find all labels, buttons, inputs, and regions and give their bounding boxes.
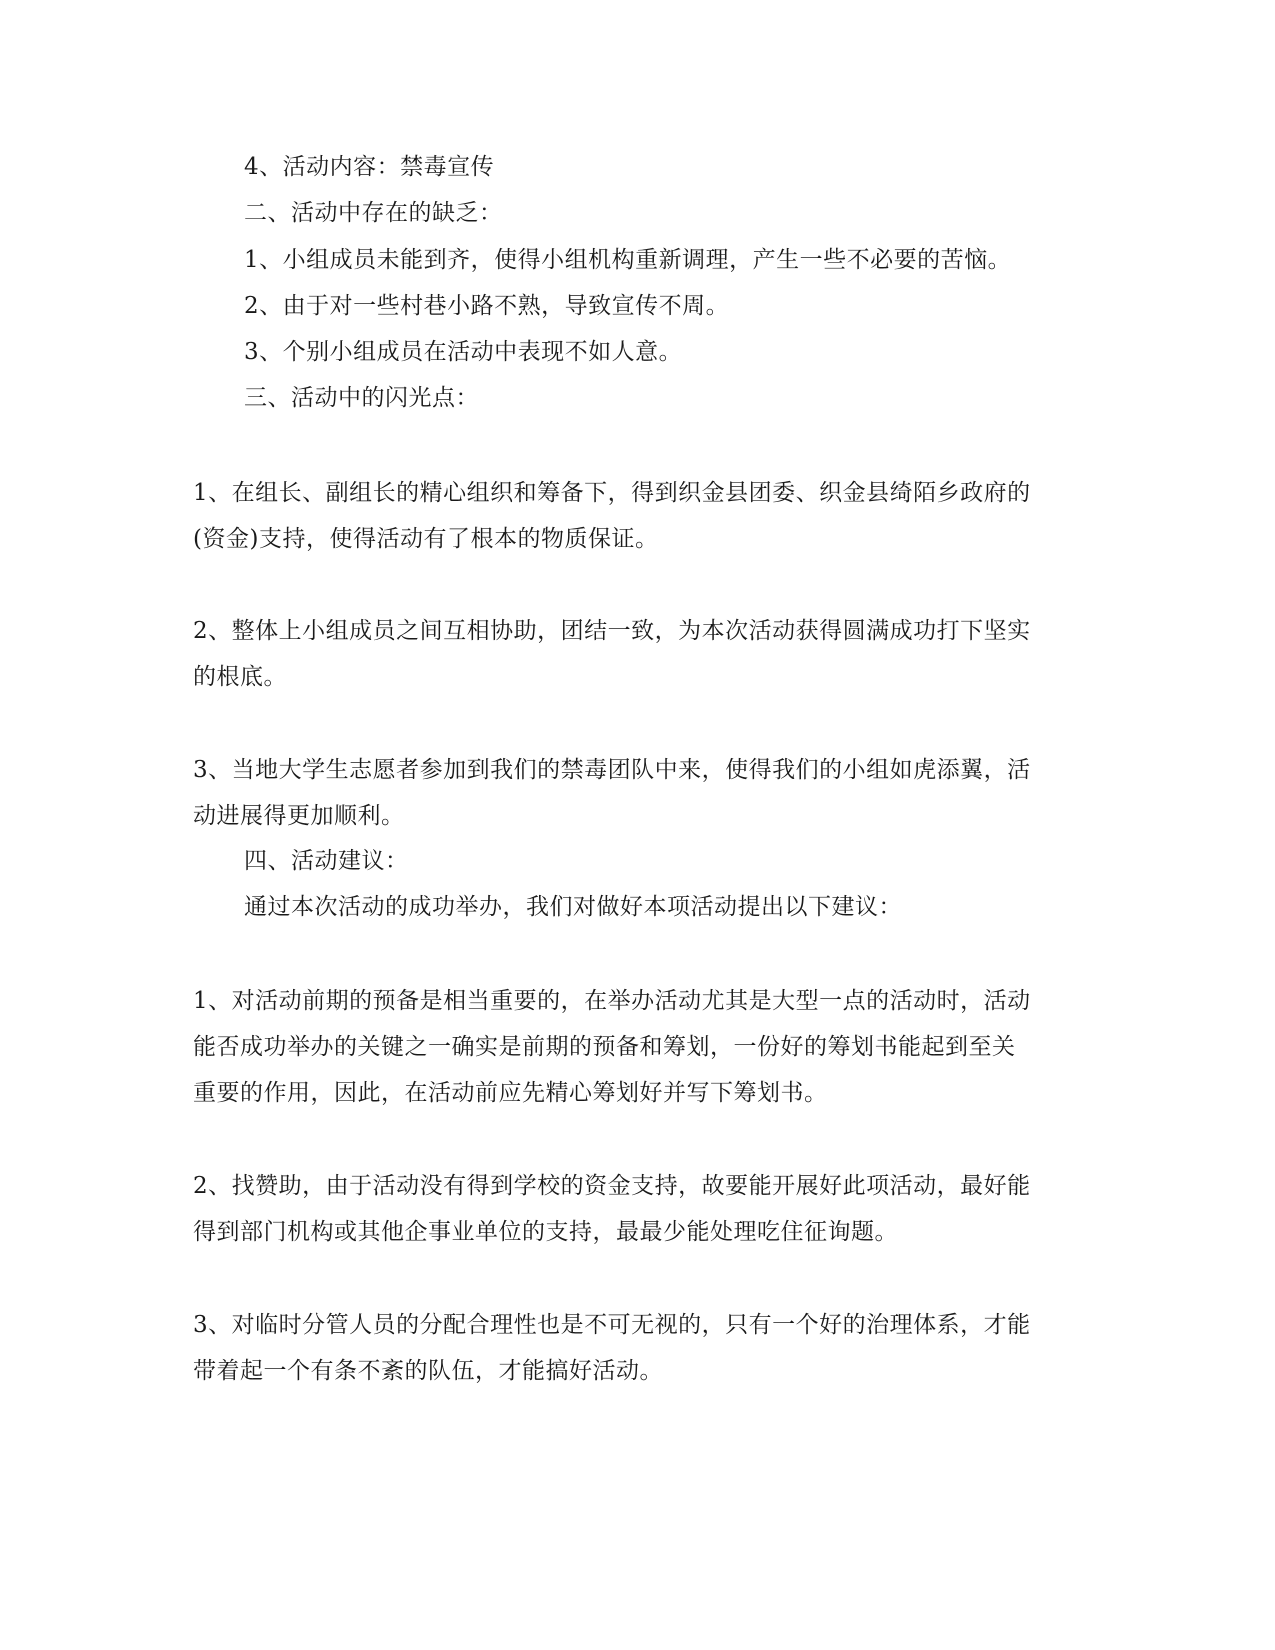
- text-line-suggestion-3b: 带着起一个有条不紊的队伍，才能搞好活动。: [193, 1358, 663, 1384]
- text-line-highlight-1a: 1、在组长、副组长的精心组织和筹备下，得到织金县团委、织金县绮陌乡政府的: [193, 480, 1031, 506]
- section-heading-highlights: 三、活动中的闪光点：: [244, 385, 479, 411]
- text-line-highlight-1b: (资金)支持，使得活动有了根本的物质保证。: [193, 526, 659, 552]
- text-line-highlight-2b: 的根底。: [193, 664, 287, 690]
- text-line-shortcoming-3: 3、个别小组成员在活动中表现不如人意。: [244, 339, 683, 365]
- text-line-suggestion-1c: 重要的作用，因此，在活动前应先精心筹划好并写下筹划书。: [193, 1080, 828, 1106]
- text-line-suggestion-1a: 1、对活动前期的预备是相当重要的，在举办活动尤其是大型一点的活动时，活动: [193, 988, 1031, 1014]
- text-line-highlight-2a: 2、整体上小组成员之间互相协助，团结一致，为本次活动获得圆满成功打下坚实: [193, 618, 1031, 644]
- section-heading-suggestions: 四、活动建议：: [244, 848, 409, 874]
- text-line-shortcoming-1: 1、小组成员未能到齐，使得小组机构重新调理，产生一些不必要的苦恼。: [244, 247, 1012, 273]
- text-line-suggestion-1b: 能否成功举办的关键之一确实是前期的预备和筹划，一份好的筹划书能起到至关: [193, 1034, 1016, 1060]
- text-line-suggestion-2a: 2、找赞助，由于活动没有得到学校的资金支持，故要能开展好此项活动，最好能: [193, 1173, 1031, 1199]
- text-line-highlight-3a: 3、当地大学生志愿者参加到我们的禁毒团队中来，使得我们的小组如虎添翼，活: [193, 757, 1031, 783]
- text-line-suggestions-intro: 通过本次活动的成功举办，我们对做好本项活动提出以下建议：: [244, 894, 902, 920]
- text-line-highlight-3b: 动进展得更加顺利。: [193, 803, 405, 829]
- text-line-suggestion-3a: 3、对临时分管人员的分配合理性也是不可无视的，只有一个好的治理体系，才能: [193, 1312, 1031, 1338]
- text-line-suggestion-2b: 得到部门机构或其他企事业单位的支持，最最少能处理吃住征询题。: [193, 1219, 898, 1245]
- section-heading-shortcomings: 二、活动中存在的缺乏：: [244, 200, 503, 226]
- text-line-shortcoming-2: 2、由于对一些村巷小路不熟，导致宣传不周。: [244, 293, 730, 319]
- text-line-activity-content: 4、活动内容：禁毒宣传: [244, 154, 495, 180]
